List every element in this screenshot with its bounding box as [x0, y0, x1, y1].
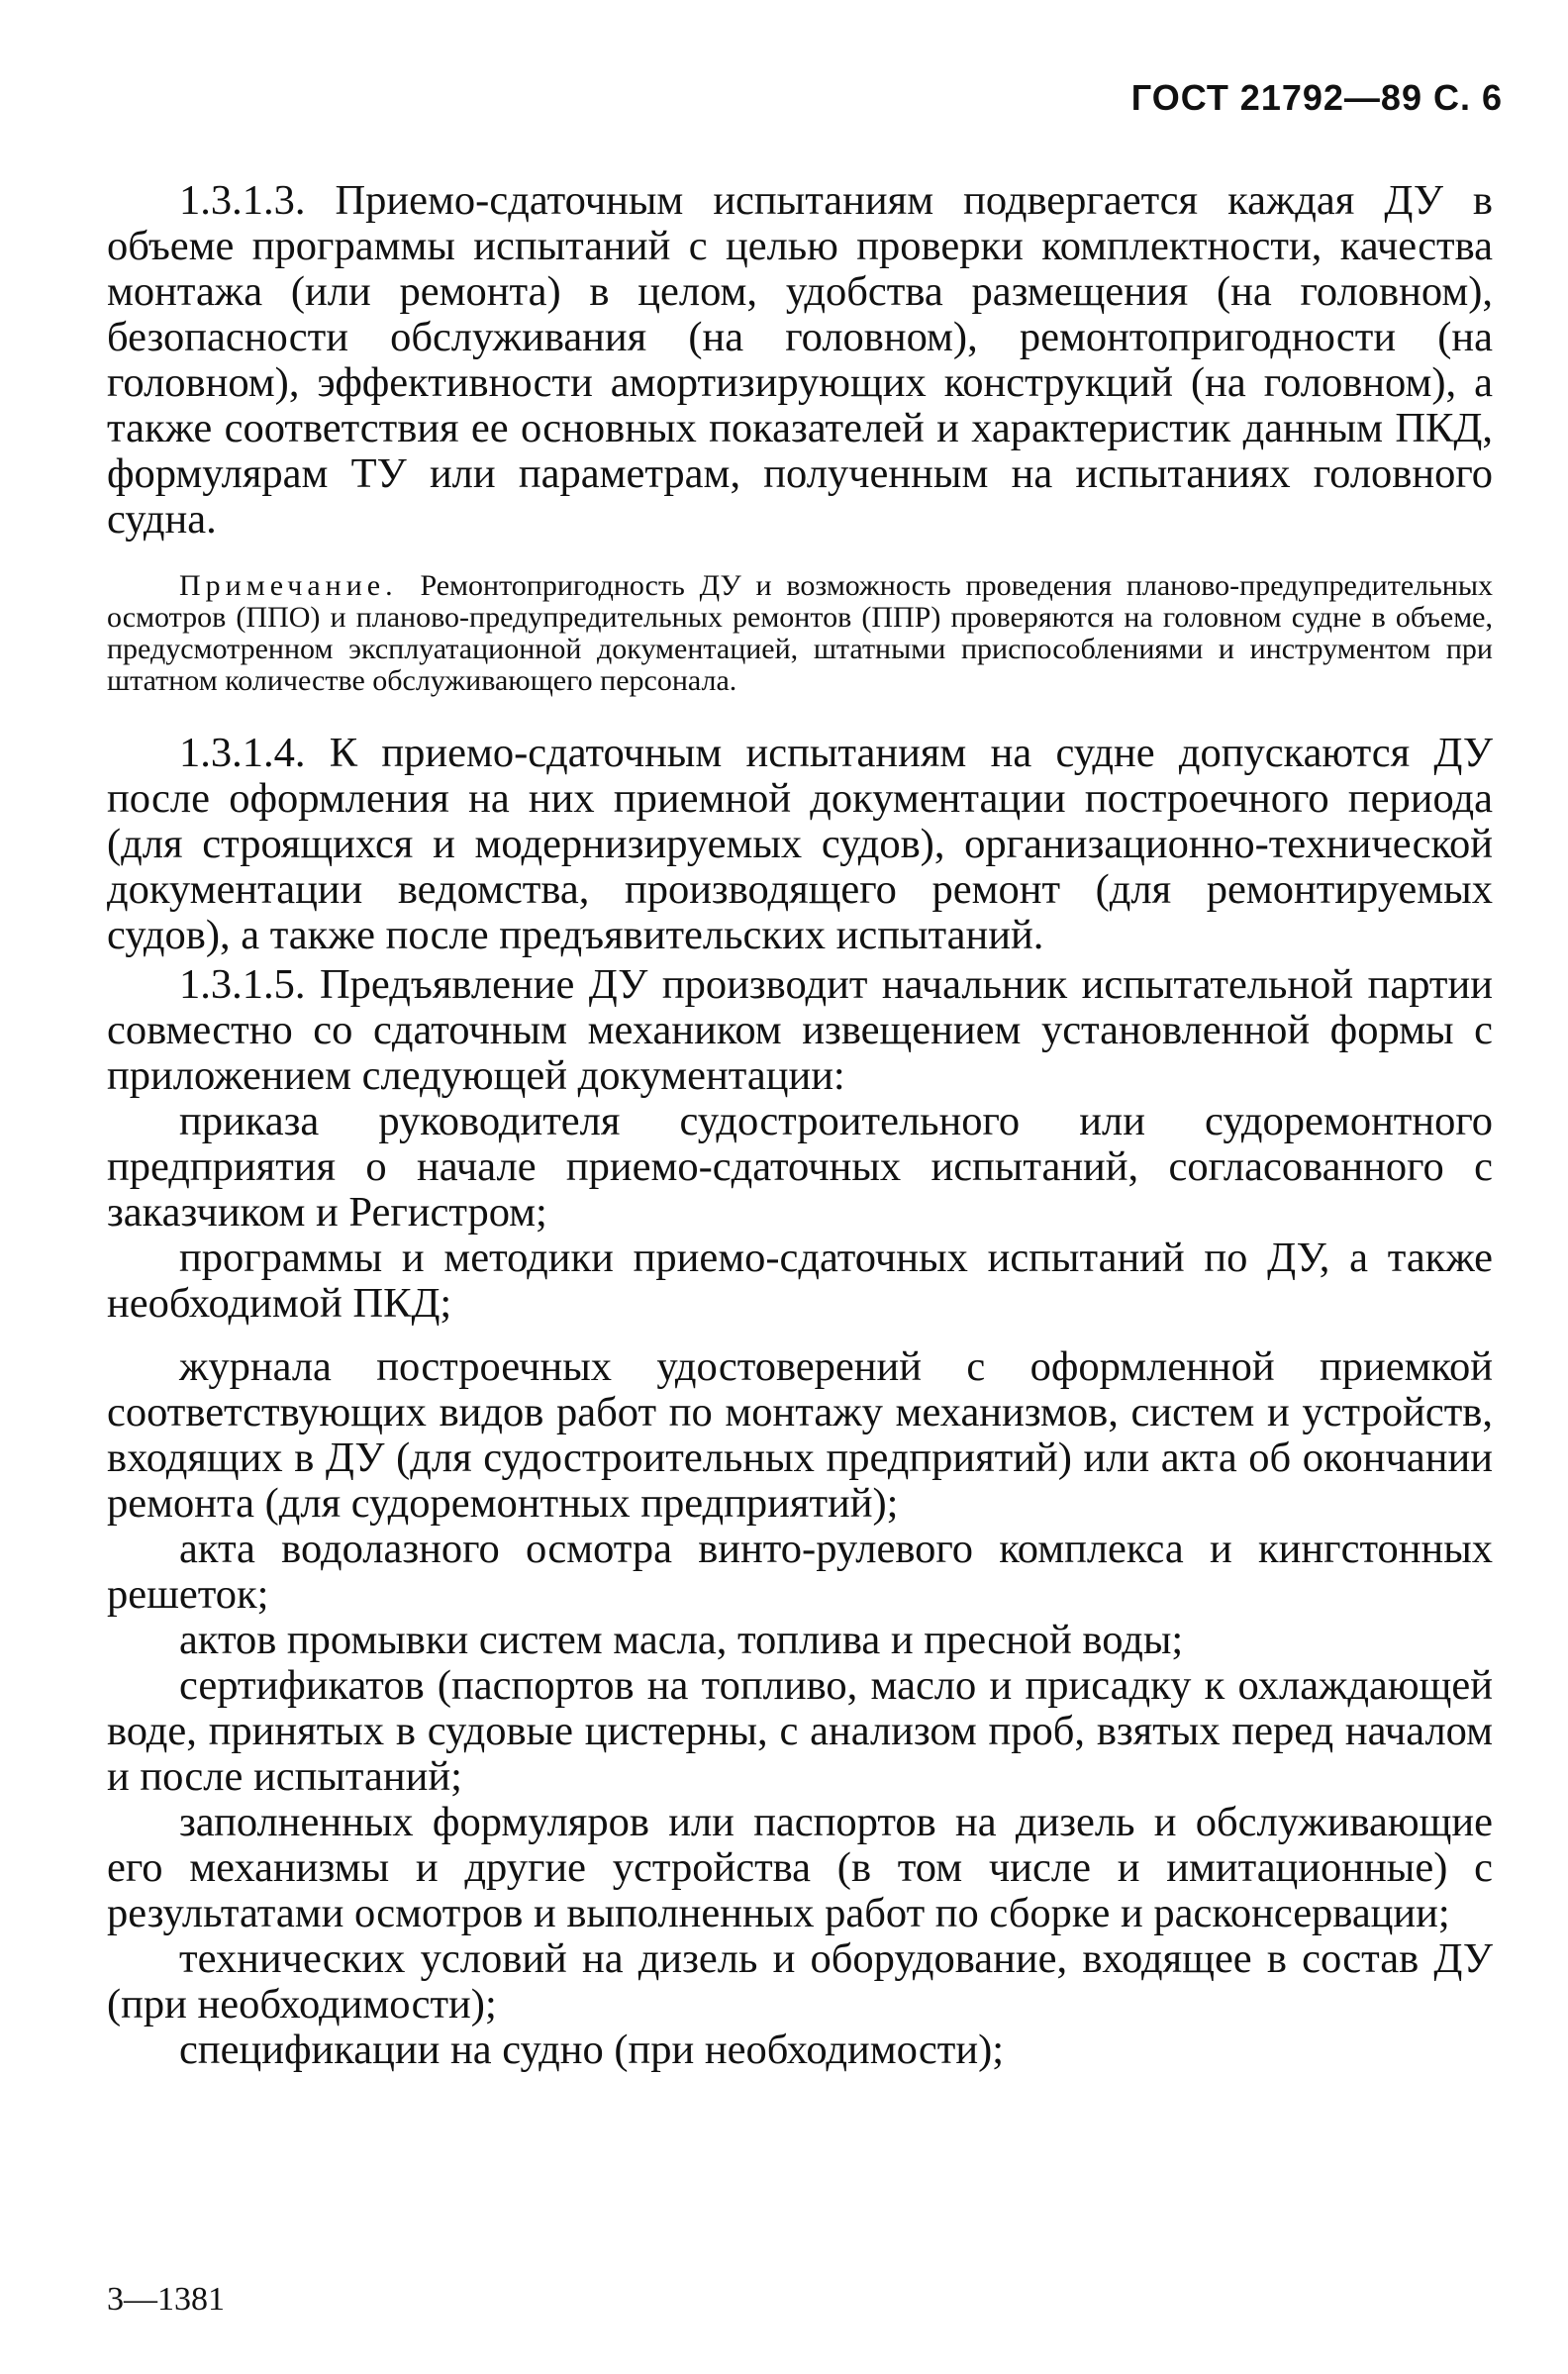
documents-list-item: программы и методики приемо-сдаточных испытаний по ДУ, а также необходимой ПКД;: [107, 1235, 1493, 1327]
document-body: [107, 178, 1493, 2073]
documents-list-item: актов промывки систем масла, топлива и пресной воды;: [179, 1617, 1184, 1663]
paragraph-1-3-1-3: 1.3.1.3. Приемо-сдаточным испытаниям подвергается каждая ДУ в объеме программы испытаний с целью проверки комплектности, качества монтажа (или ремонта) в целом, удобства размещения (на головном), безопасности обслуживания (на головном), ремонтопригодности (на головном), эффективности амортизирующих конструкций (на головном), а также соответствия ее основных показателей и характеристик данным ПКД, формулярам ТУ или параметрам, полученным на испытаниях головного судна.: [107, 177, 1493, 543]
paragraph-1-3-1-4: 1.3.1.4. К приемо-сдаточным испытаниям на судне допускаются ДУ после оформления на них приемной документации построечного периода (для строящихся и модернизируемых судов), организационно-технической документации ведомства, производящего ремонт (для ремонтируемых судов), а также после предъявительских испытаний.: [107, 730, 1493, 958]
documents-list-item: приказа руководителя судостроительного или судоремонтного предприятия о начале приемо-сдаточных испытаний, согласованного с заказчиком и Регистром;: [107, 1098, 1493, 1236]
note-label: Примечание.: [179, 569, 398, 602]
documents-list-item: сертификатов (паспортов на топливо, масло и присадку к охлаждающей воде, принятых в судовые цистерны, с анализом проб, взятых перед началом и после испытаний;: [107, 1662, 1493, 1800]
documents-list-item: акта водолазного осмотра винто-рулевого комплекса и кингстонных решеток;: [107, 1526, 1493, 1618]
documents-list-item: заполненных формуляров или паспортов на дизель и обслуживающие его механизмы и другие устройства (в том числе и имитационные) с результатами осмотров и выполненных работ по сборке и расконсервации;: [107, 1799, 1493, 1936]
documents-list-item: журнала построечных удостоверений с оформленной приемкой соответствующих видов работ по монтажу механизмов, систем и устройств, входящих в ДУ (для судостроительных предприятий) или акта об окончании ремонта (для судоремонтных предприятий);: [107, 1343, 1493, 1527]
paragraph-1-3-1-5: 1.3.1.5. Предъявление ДУ производит начальник испытательной партии совместно со сдаточным механиком извещением установленной формы с приложением следующей документации:: [107, 961, 1493, 1099]
documents-list-item: технических условий на дизель и оборудование, входящее в состав ДУ (при необходимости);: [107, 1935, 1493, 2028]
documents-list-item: спецификации на судно (при необходимости);: [179, 2027, 1005, 2073]
note-paragraph: [107, 570, 1493, 697]
page-footer-signature-mark: 3—1381: [107, 2281, 225, 2318]
note-text: Ремонтопригодность ДУ и возможность проведения планово-предупредительных осмотров (ППО) и планово-предупредительных ремонтов (ППР) проверяются на головном судне в объеме, предусмотренном эксплуатационной документацией, штатными приспособлениями и инструментом при штатном количестве обслуживающего персонала.: [107, 569, 1493, 697]
page-header-standard-ref: ГОСТ 21792—89 С. 6: [1130, 77, 1503, 118]
